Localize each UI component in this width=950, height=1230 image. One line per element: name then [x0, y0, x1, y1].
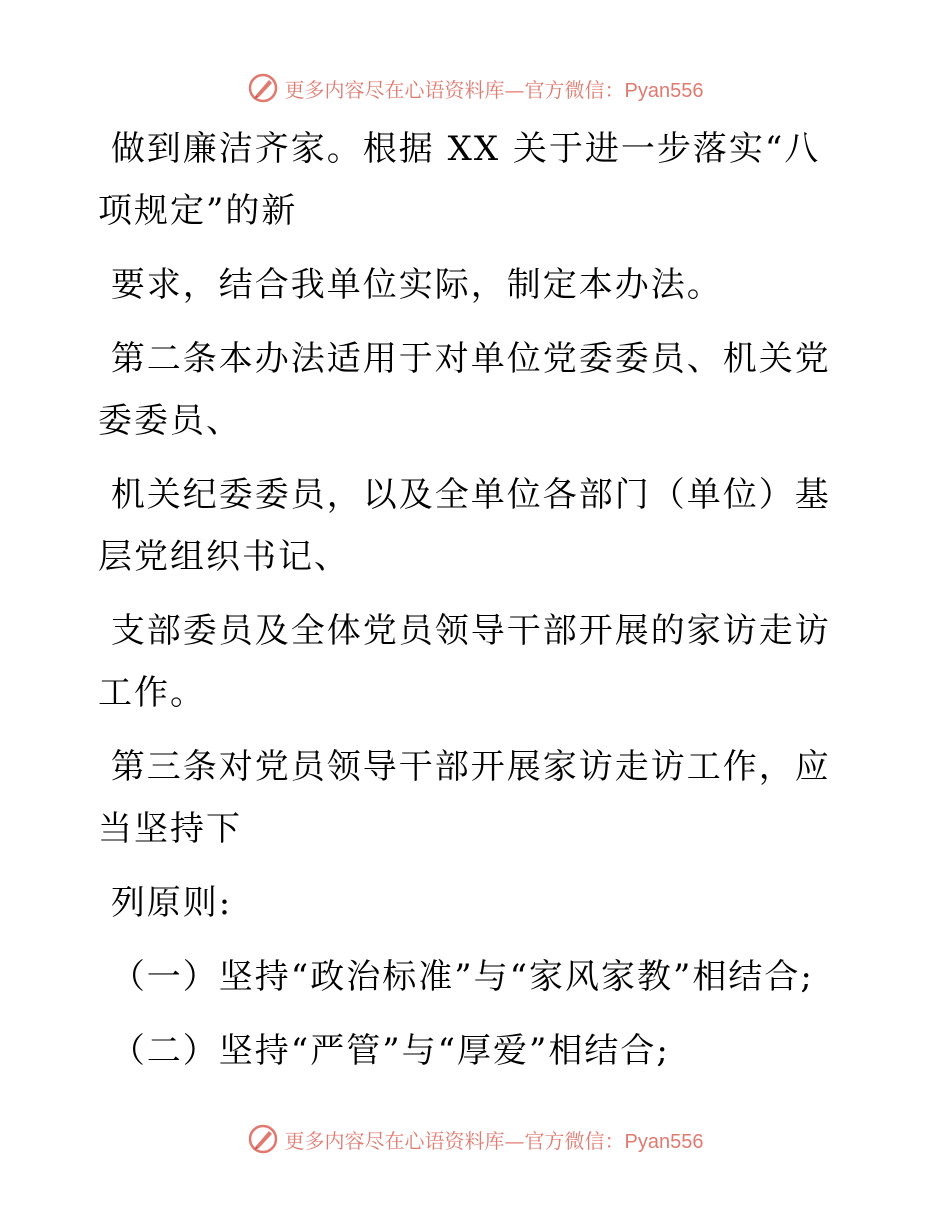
paragraph: （二）坚持“严管”与“厚爱”相结合;	[98, 1031, 670, 1071]
watermark-text	[285, 74, 704, 103]
paragraph: 机关纪委委员，以及全单位各部门（单位）基层党组织书记、	[98, 475, 831, 577]
paragraph: 列原则:	[98, 883, 233, 923]
watermark-header	[0, 72, 950, 104]
document-body	[98, 118, 838, 1094]
watermark-id: Pyan556	[624, 1130, 704, 1153]
paragraph: 支部委员及全体党员领导干部开展的家访走访工作。	[98, 611, 831, 713]
paragraph: 第二条本办法适用于对单位党委委员、机关党委委员、	[98, 339, 831, 441]
pen-seal-icon	[247, 72, 279, 104]
paragraph: （一）坚持“政治标准”与“家风家教”相结合;	[98, 957, 814, 997]
paragraph: 第三条对党员领导干部开展家访走访工作，应当坚持下	[98, 747, 831, 849]
watermark-text	[285, 1125, 704, 1154]
pen-seal-icon	[247, 1123, 279, 1155]
paragraph: 要求，结合我单位实际，制定本办法。	[98, 265, 723, 305]
watermark-label: 更多内容尽在心语资料库—官方微信：	[284, 77, 625, 102]
watermark-label: 更多内容尽在心语资料库—官方微信：	[284, 1128, 625, 1153]
watermark-id: Pyan556	[624, 79, 704, 102]
paragraph: 做到廉洁齐家。根据 XX 关于进一步落实“八项规定”的新	[98, 129, 821, 231]
watermark-footer	[0, 1123, 950, 1155]
